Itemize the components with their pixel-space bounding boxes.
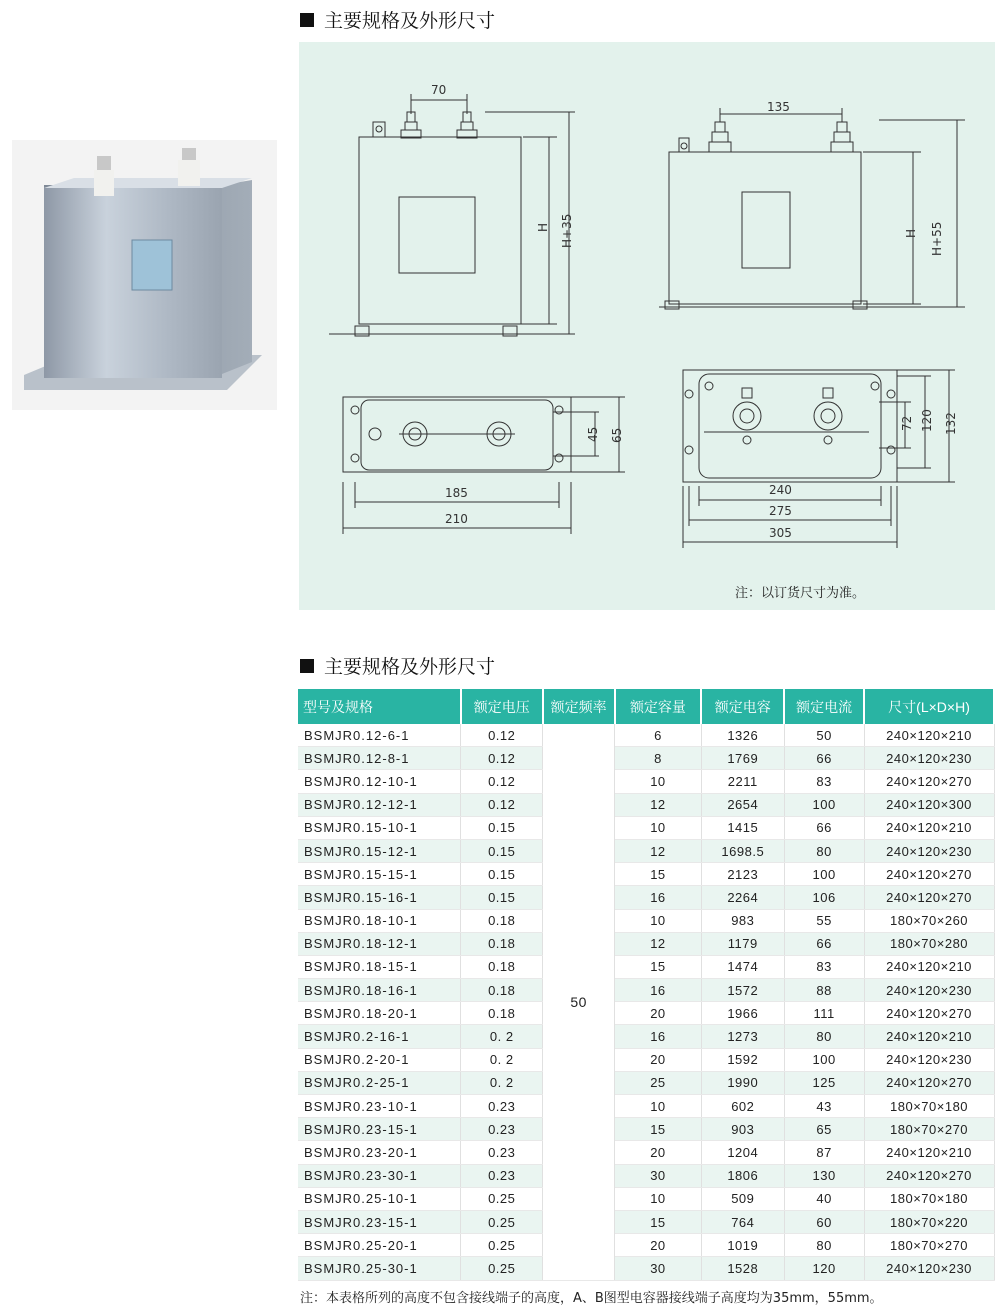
table-cell: 240×120×270 bbox=[864, 1164, 994, 1187]
table-row bbox=[298, 979, 994, 1002]
table-cell: 10 bbox=[615, 1187, 702, 1210]
table-cell: 0.18 bbox=[461, 979, 543, 1002]
table-cell: 0.15 bbox=[461, 816, 543, 839]
table-row bbox=[298, 1071, 994, 1094]
table-cell: 180×70×270 bbox=[864, 1118, 994, 1141]
column-header: 额定频率 bbox=[543, 689, 615, 724]
table-cell: 0.12 bbox=[461, 724, 543, 747]
table-cell: 180×70×270 bbox=[864, 1234, 994, 1257]
table-row bbox=[298, 839, 994, 862]
table-row bbox=[298, 909, 994, 932]
table-cell: 240×120×270 bbox=[864, 1071, 994, 1094]
table-row bbox=[298, 1210, 994, 1233]
table-cell: BSMJR0.23-15-1 bbox=[298, 1118, 461, 1141]
table-cell: 12 bbox=[615, 839, 702, 862]
table-cell: 12 bbox=[615, 793, 702, 816]
table-cell: 0.25 bbox=[461, 1187, 543, 1210]
table-cell: 2211 bbox=[701, 770, 784, 793]
table-row bbox=[298, 816, 994, 839]
square-bullet-icon bbox=[300, 13, 314, 27]
table-cell: 10 bbox=[615, 816, 702, 839]
table-cell: BSMJR0.23-10-1 bbox=[298, 1095, 461, 1118]
table-cell: BSMJR0.2-16-1 bbox=[298, 1025, 461, 1048]
heading-text: 主要规格及外形尺寸 bbox=[324, 10, 496, 32]
table-cell: 50 bbox=[784, 724, 864, 747]
table-cell: 180×70×180 bbox=[864, 1095, 994, 1118]
table-cell: 240×120×230 bbox=[864, 839, 994, 862]
section-heading-dimensions bbox=[300, 6, 495, 33]
table-cell: 1019 bbox=[701, 1234, 784, 1257]
table-cell: 25 bbox=[615, 1071, 702, 1094]
dim-label: 210 bbox=[445, 512, 468, 526]
table-cell: 0.12 bbox=[461, 747, 543, 770]
table-cell: BSMJR0.23-20-1 bbox=[298, 1141, 461, 1164]
table-cell: BSMJR0.18-16-1 bbox=[298, 979, 461, 1002]
table-cell: 0.23 bbox=[461, 1141, 543, 1164]
table-cell: 0.23 bbox=[461, 1118, 543, 1141]
table-row bbox=[298, 1257, 994, 1280]
dim-label: 65 bbox=[610, 427, 624, 443]
column-header: 额定电流 bbox=[784, 689, 864, 724]
table-cell: BSMJR0.15-16-1 bbox=[298, 886, 461, 909]
frequency-cell: 50 bbox=[543, 724, 615, 1280]
spec-table bbox=[298, 689, 995, 1281]
table-cell: BSMJR0.15-15-1 bbox=[298, 863, 461, 886]
table-cell: BSMJR0.18-12-1 bbox=[298, 932, 461, 955]
table-cell: 0.18 bbox=[461, 909, 543, 932]
table-cell: 6 bbox=[615, 724, 702, 747]
table-cell: 15 bbox=[615, 955, 702, 978]
table-cell: 0.15 bbox=[461, 886, 543, 909]
table-cell: 130 bbox=[784, 1164, 864, 1187]
table-cell: BSMJR0.12-12-1 bbox=[298, 793, 461, 816]
table-cell: 0.12 bbox=[461, 793, 543, 816]
dimension-drawing bbox=[299, 42, 995, 610]
table-cell: 111 bbox=[784, 1002, 864, 1025]
dim-label: H bbox=[904, 228, 918, 238]
table-cell: BSMJR0.25-10-1 bbox=[298, 1187, 461, 1210]
table-cell: 1474 bbox=[701, 955, 784, 978]
table-header-row bbox=[298, 689, 994, 724]
table-footnote: 注：本表格所列的高度不包含接线端子的高度，A、B图型电容器接线端子高度均为35mm，55mm。 bbox=[300, 1291, 883, 1306]
table-cell: 764 bbox=[701, 1210, 784, 1233]
table-cell: 43 bbox=[784, 1095, 864, 1118]
table-cell: 83 bbox=[784, 955, 864, 978]
capacitor-image-icon bbox=[12, 140, 277, 410]
table-cell: 2654 bbox=[701, 793, 784, 816]
table-cell: 120 bbox=[784, 1257, 864, 1280]
table-cell: 1698.5 bbox=[701, 839, 784, 862]
table-cell: BSMJR0.25-20-1 bbox=[298, 1234, 461, 1257]
table-cell: 16 bbox=[615, 1025, 702, 1048]
table-cell: 0. 2 bbox=[461, 1048, 543, 1071]
table-cell: 180×70×180 bbox=[864, 1187, 994, 1210]
table-cell: 240×120×230 bbox=[864, 747, 994, 770]
table-row bbox=[298, 793, 994, 816]
table-cell: 1528 bbox=[701, 1257, 784, 1280]
table-cell: 87 bbox=[784, 1141, 864, 1164]
square-bullet-icon bbox=[300, 659, 314, 673]
dim-label: 305 bbox=[769, 526, 792, 540]
table-cell: 240×120×230 bbox=[864, 1257, 994, 1280]
table-cell: 60 bbox=[784, 1210, 864, 1233]
table-cell: 30 bbox=[615, 1164, 702, 1187]
table-row bbox=[298, 1002, 994, 1025]
table-cell: 0.15 bbox=[461, 863, 543, 886]
table-cell: 983 bbox=[701, 909, 784, 932]
table-cell: 125 bbox=[784, 1071, 864, 1094]
table-row bbox=[298, 747, 994, 770]
dim-label: 132 bbox=[944, 412, 958, 435]
table-cell: 88 bbox=[784, 979, 864, 1002]
table-row bbox=[298, 724, 994, 747]
table-cell: 0.12 bbox=[461, 770, 543, 793]
table-cell: 20 bbox=[615, 1048, 702, 1071]
table-cell: 65 bbox=[784, 1118, 864, 1141]
table-cell: 0. 2 bbox=[461, 1025, 543, 1048]
column-header: 额定电压 bbox=[461, 689, 543, 724]
table-cell: 16 bbox=[615, 979, 702, 1002]
table-cell: 100 bbox=[784, 1048, 864, 1071]
table-cell: BSMJR0.15-10-1 bbox=[298, 816, 461, 839]
section-heading-table bbox=[300, 652, 495, 679]
table-cell: 16 bbox=[615, 886, 702, 909]
table-cell: 180×70×280 bbox=[864, 932, 994, 955]
table-cell: 1806 bbox=[701, 1164, 784, 1187]
table-cell: 0.18 bbox=[461, 932, 543, 955]
table-cell: BSMJR0.2-25-1 bbox=[298, 1071, 461, 1094]
dim-label: 240 bbox=[769, 483, 792, 497]
table-cell: 66 bbox=[784, 816, 864, 839]
table-cell: 30 bbox=[615, 1257, 702, 1280]
table-cell: 240×120×270 bbox=[864, 1002, 994, 1025]
table-cell: BSMJR0.12-8-1 bbox=[298, 747, 461, 770]
table-cell: 240×120×210 bbox=[864, 1025, 994, 1048]
dim-label: H+35 bbox=[560, 213, 574, 248]
table-cell: 240×120×230 bbox=[864, 979, 994, 1002]
table-cell: 8 bbox=[615, 747, 702, 770]
table-cell: 80 bbox=[784, 1234, 864, 1257]
table-row bbox=[298, 863, 994, 886]
table-cell: BSMJR0.18-20-1 bbox=[298, 1002, 461, 1025]
table-row bbox=[298, 1187, 994, 1210]
table-cell: 1415 bbox=[701, 816, 784, 839]
table-cell: BSMJR0.12-10-1 bbox=[298, 770, 461, 793]
table-cell: 10 bbox=[615, 1095, 702, 1118]
table-cell: 0.15 bbox=[461, 839, 543, 862]
table-cell: 20 bbox=[615, 1002, 702, 1025]
table-cell: 903 bbox=[701, 1118, 784, 1141]
dim-label: H bbox=[536, 222, 550, 232]
table-cell: 15 bbox=[615, 863, 702, 886]
table-cell: 0.23 bbox=[461, 1095, 543, 1118]
table-cell: 240×120×270 bbox=[864, 863, 994, 886]
table-cell: BSMJR0.2-20-1 bbox=[298, 1048, 461, 1071]
table-cell: 40 bbox=[784, 1187, 864, 1210]
table-cell: 1179 bbox=[701, 932, 784, 955]
table-body bbox=[298, 724, 994, 1280]
table-cell: 240×120×230 bbox=[864, 1048, 994, 1071]
table-cell: 20 bbox=[615, 1141, 702, 1164]
table-row bbox=[298, 1141, 994, 1164]
table-cell: 602 bbox=[701, 1095, 784, 1118]
table-row bbox=[298, 1234, 994, 1257]
table-cell: 0.25 bbox=[461, 1257, 543, 1280]
table-cell: 240×120×300 bbox=[864, 793, 994, 816]
dim-label: 72 bbox=[900, 415, 914, 431]
dim-label: 185 bbox=[445, 486, 468, 500]
drawing-note: 注：以订货尺寸为准。 bbox=[735, 586, 866, 601]
column-header: 型号及规格 bbox=[298, 689, 461, 724]
table-cell: 2123 bbox=[701, 863, 784, 886]
table-row bbox=[298, 955, 994, 978]
table-cell: BSMJR0.18-10-1 bbox=[298, 909, 461, 932]
table-cell: 20 bbox=[615, 1234, 702, 1257]
dim-label: 120 bbox=[920, 409, 934, 432]
table-cell: BSMJR0.25-30-1 bbox=[298, 1257, 461, 1280]
table-cell: 0.23 bbox=[461, 1164, 543, 1187]
table-row bbox=[298, 770, 994, 793]
table-cell: BSMJR0.23-30-1 bbox=[298, 1164, 461, 1187]
table-cell: 0.18 bbox=[461, 955, 543, 978]
heading-text: 主要规格及外形尺寸 bbox=[324, 656, 496, 678]
table-row bbox=[298, 932, 994, 955]
table-cell: 15 bbox=[615, 1210, 702, 1233]
table-cell: 240×120×270 bbox=[864, 770, 994, 793]
table-cell: 509 bbox=[701, 1187, 784, 1210]
table-cell: 1326 bbox=[701, 724, 784, 747]
table-cell: 1990 bbox=[701, 1071, 784, 1094]
table-cell: BSMJR0.23-15-1 bbox=[298, 1210, 461, 1233]
table-cell: 1769 bbox=[701, 747, 784, 770]
table-cell: BSMJR0.15-12-1 bbox=[298, 839, 461, 862]
table-cell: 240×120×210 bbox=[864, 816, 994, 839]
table-cell: 240×120×270 bbox=[864, 886, 994, 909]
table-row bbox=[298, 1095, 994, 1118]
table-cell: 100 bbox=[784, 793, 864, 816]
table-cell: 83 bbox=[784, 770, 864, 793]
dim-label: 70 bbox=[431, 83, 447, 97]
table-cell: 240×120×210 bbox=[864, 955, 994, 978]
capacitor-photo bbox=[12, 140, 277, 410]
table-cell: 1204 bbox=[701, 1141, 784, 1164]
table-row bbox=[298, 1118, 994, 1141]
table-row bbox=[298, 1048, 994, 1071]
table-cell: 0. 2 bbox=[461, 1071, 543, 1094]
table-cell: 1572 bbox=[701, 979, 784, 1002]
table-cell: 1273 bbox=[701, 1025, 784, 1048]
table-cell: 1966 bbox=[701, 1002, 784, 1025]
table-cell: 240×120×210 bbox=[864, 724, 994, 747]
table-cell: 0.25 bbox=[461, 1234, 543, 1257]
column-header: 额定容量 bbox=[615, 689, 702, 724]
table-row bbox=[298, 886, 994, 909]
table-cell: 2264 bbox=[701, 886, 784, 909]
table-cell: 10 bbox=[615, 770, 702, 793]
column-header: 额定电容 bbox=[701, 689, 784, 724]
dim-label: H+55 bbox=[930, 221, 944, 256]
table-cell: 1592 bbox=[701, 1048, 784, 1071]
table-cell: 180×70×260 bbox=[864, 909, 994, 932]
table-cell: 0.25 bbox=[461, 1210, 543, 1233]
table-cell: 0.18 bbox=[461, 1002, 543, 1025]
table-cell: 55 bbox=[784, 909, 864, 932]
table-cell: 80 bbox=[784, 1025, 864, 1048]
table-cell: 15 bbox=[615, 1118, 702, 1141]
table-cell: 80 bbox=[784, 839, 864, 862]
dim-label: 275 bbox=[769, 504, 792, 518]
table-cell: 66 bbox=[784, 747, 864, 770]
dim-label: 135 bbox=[767, 100, 790, 114]
table-cell: 66 bbox=[784, 932, 864, 955]
table-cell: 106 bbox=[784, 886, 864, 909]
table-cell: 240×120×210 bbox=[864, 1141, 994, 1164]
table-cell: 12 bbox=[615, 932, 702, 955]
dim-label: 45 bbox=[586, 426, 600, 442]
column-header: 尺寸(L×D×H) bbox=[864, 689, 994, 724]
table-cell: BSMJR0.18-15-1 bbox=[298, 955, 461, 978]
table-cell: BSMJR0.12-6-1 bbox=[298, 724, 461, 747]
table-cell: 180×70×220 bbox=[864, 1210, 994, 1233]
table-row bbox=[298, 1025, 994, 1048]
table-row bbox=[298, 1164, 994, 1187]
table-cell: 100 bbox=[784, 863, 864, 886]
table-cell: 10 bbox=[615, 909, 702, 932]
